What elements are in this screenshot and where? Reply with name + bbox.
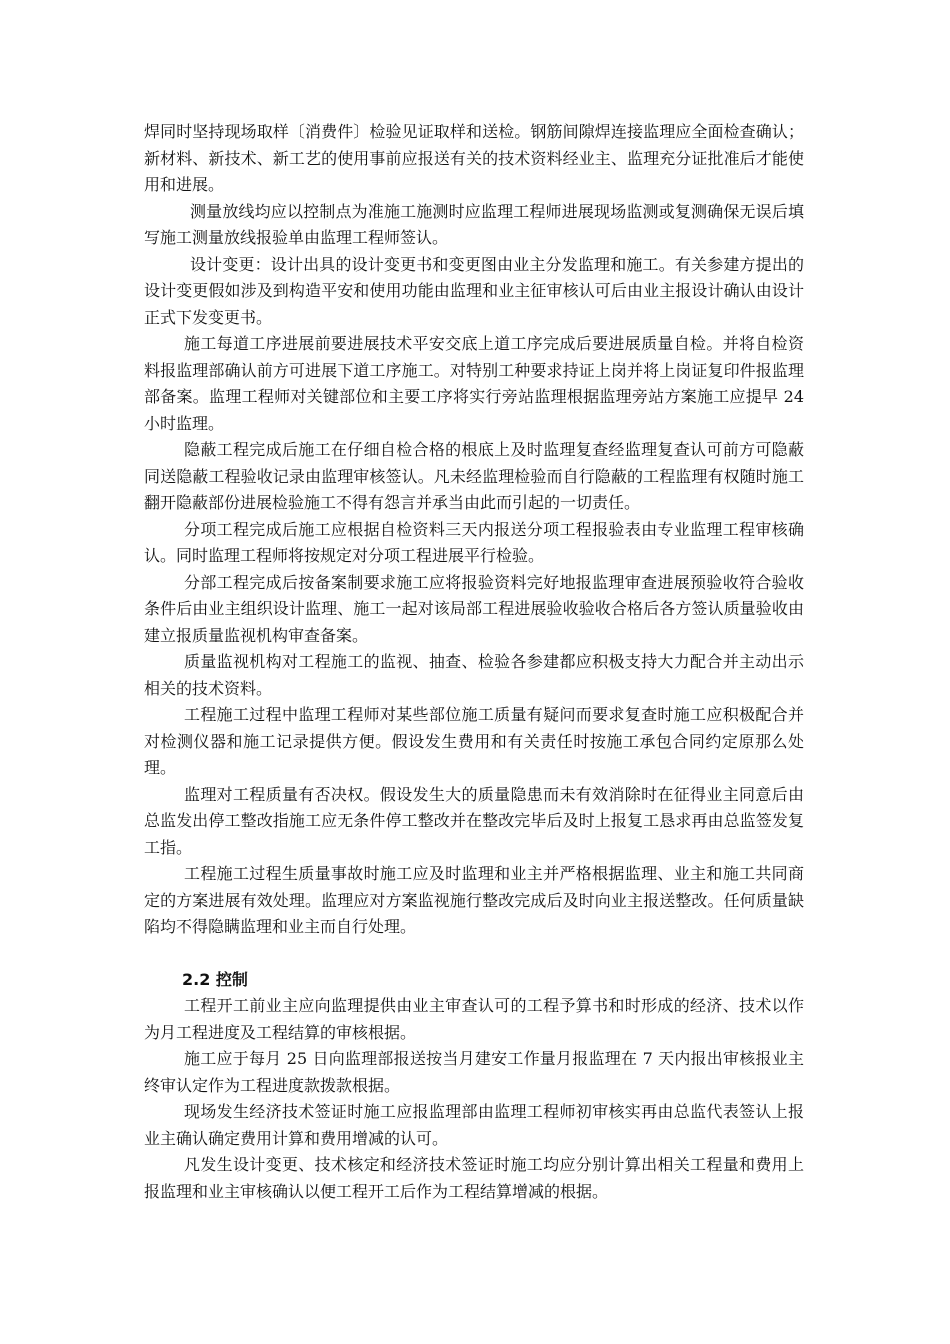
paragraph-subitem-works: 分项工程完成后施工应根据自检资料三天内报送分项工程报验表由专业监理工程审核确认。同时监理工程师将按规定对分项工程进展平行检验。 [144, 519, 804, 565]
paragraph-survey-layout: 测量放线均应以控制点为准施工施测时应监理工程师进展现场监测或复测确保无误后填写施工测量放线报验单由监理工程师签认。 [144, 201, 804, 247]
paragraph-material-inspection: 焊同时坚持现场取样〔消费件〕检验见证取样和送检。钢筋间隙焊连接监理应全面检查确认；新材料、新技术、新工艺的使用事前应报送有关的技术资料经业主、监理充分证批准后才能使用和进展。 [144, 122, 804, 194]
paragraph-concealed-works: 隐蔽工程完成后施工在仔细自检合格的根底上及时监理复查经监理复查认可前方可隐蔽同送隐蔽工程验收记录由监理审核签认。凡未经监理检验而自行隐蔽的工程监理有权随时施工翻开隐蔽部份进展检验施工不得有怨言并承当由此而引起的一切责任。 [144, 440, 804, 512]
document-page [144, 119, 804, 1205]
paragraph-budget-basis: 工程开工前业主应向监理提供由业主审查认可的工程予算书和时形成的经济、技术以作为月工程进度及工程结算的审核根据。 [144, 996, 804, 1042]
paragraph-site-visa: 现场发生经济技术签证时施工应报监理部由监理工程师初审核实再由总监代表签认上报业主确认确定费用计算和费用增减的认可。 [144, 1102, 804, 1148]
paragraph-quality-accident: 工程施工过程生质量事故时施工应及时监理和业主并严格根据监理、业主和施工共同商定的方案进展有效处理。监理应对方案监视施行整改完成后及时向业主报送整改。任何质量缺陷均不得隐瞒监理和业主而自行处理。 [144, 864, 804, 936]
paragraph-quality-supervision: 质量监视机构对工程施工的监视、抽查、检验各参建都应积极支持大力配合并主动出示相关的技术资料。 [144, 652, 804, 698]
paragraph-monthly-report: 施工应于每月 25 日向监理部报送按当月建安工作量月报监理在 7 天内报出审核报业主终审认定作为工程进度款拨款根据。 [144, 1049, 804, 1095]
paragraph-process-handover: 施工每道工序进展前要进展技术平安交底上道工序完成后要进展质量自检。并将自检资料报监理部确认前方可进展下道工序施工。对特别工种要求持证上岗并将上岗证复印件报监理部备案。监理工程师对关键部位和主要工序将实行旁站监理根据监理旁站方案施工应提早 24 小时监理。 [144, 334, 804, 433]
paragraph-veto-right: 监理对工程质量有否决权。假设发生大的质量隐患而未有效消除时在征得业主同意后由总监发出停工整改指施工应无条件停工整改并在整改完毕后及时上报复工恳求再由总监签发复工指。 [144, 784, 804, 857]
paragraph-design-change: 设计变更：设计出具的设计变更书和变更图由业主分发监理和施工。有关参建方提出的设计变更假如涉及到构造平安和使用功能由监理和业主征审核认可后由业主报设计确认由设计正式下发变更书。 [144, 254, 804, 327]
paragraph-subdivision-works: 分部工程完成后按备案制要求施工应将报验资料完好地报监理审查进展预验收符合验收条件后由业主组织设计监理、施工一起对该局部工程进展验收验收合格后各方签认质量验收由建立报质量监视机构审查备案。 [144, 572, 804, 645]
paragraph-quality-recheck: 工程施工过程中监理工程师对某些部位施工质量有疑问而要求复查时施工应积极配合并对检测仪器和施工记录提供方便。假设发生费用和有关责任时按施工承包合同约定原那么处理。 [144, 705, 804, 777]
section-heading-control: 2.2 控制 [182, 969, 248, 989]
paragraph-change-settlement: 凡发生设计变更、技术核定和经济技术签证时施工均应分别计算出相关工程量和费用上报监理和业主审核确认以便工程开工后作为工程结算增减的根据。 [144, 1155, 804, 1201]
